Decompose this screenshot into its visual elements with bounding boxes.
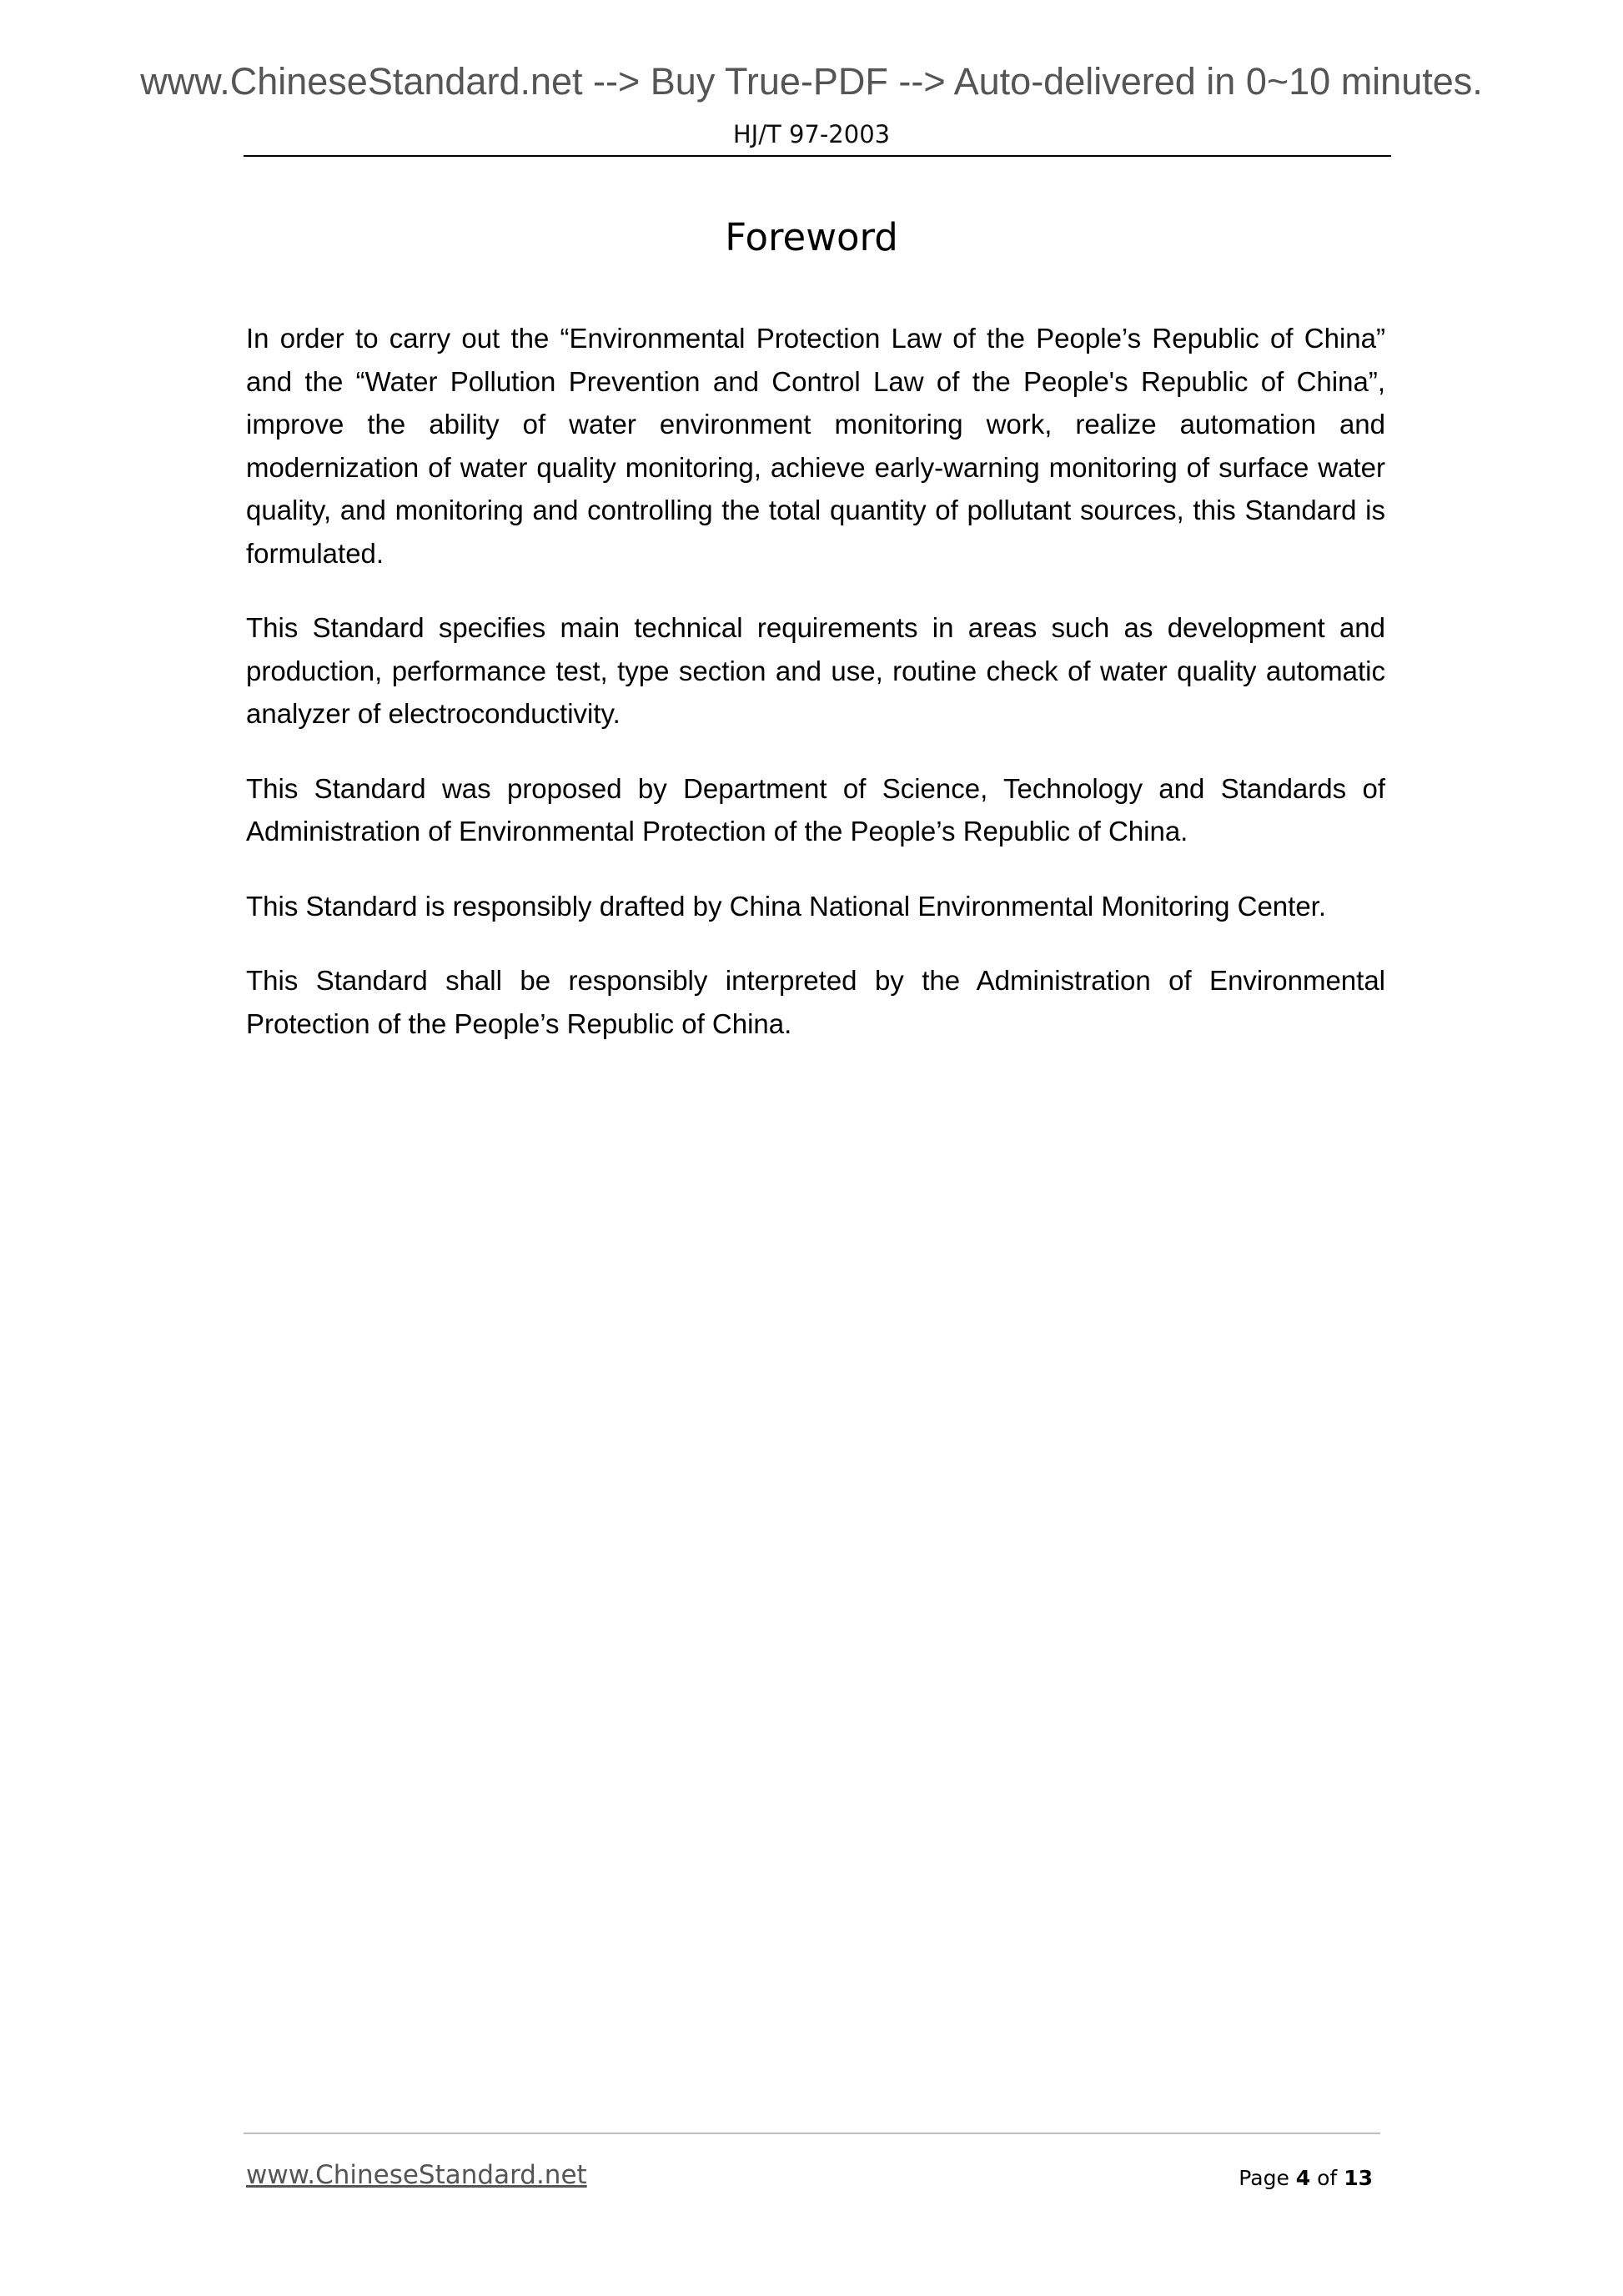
page-title: Foreword: [725, 215, 898, 259]
foreword-body: [246, 317, 1385, 1077]
paragraph-interpreter: This Standard shall be responsibly interpreted by the Administration of Environmental Protection of the People’s Republic of China.: [246, 965, 1385, 1039]
header-banner: www.ChineseStandard.net --> Buy True-PDF --> Auto-delivered in 0~10 minutes.: [140, 60, 1483, 103]
paragraph-purpose: In order to carry out the “Environmental Protection Law of the People’s Republic of China” and the “Water Pollution Prevention and Control Law of the People's Republic of China”, improve the ability of water environment monitoring work, realize automation and modernization of water quality monitoring, achieve early-warning monitoring of surface water quality, and monitoring and controlling the total quantity of pollutant sources, this Standard is formulated.: [246, 323, 1385, 569]
page-of-label: of: [1317, 2166, 1338, 2190]
header-divider: [244, 155, 1391, 157]
paragraph-scope: This Standard specifies main technical requirements in areas such as development and production, performance test, type section and use, routine check of water quality automatic analyzer of electroconductivity.: [246, 612, 1385, 729]
page-label: Page: [1239, 2166, 1289, 2190]
footer-divider: [244, 2133, 1380, 2134]
page-number: [1239, 2166, 1373, 2190]
paragraph-proposer: This Standard was proposed by Department of Science, Technology and Standards of Administration of Environmental Protection of the People’s Republic of China.: [246, 772, 1385, 847]
page-current: 4: [1295, 2166, 1311, 2190]
paragraph-drafter: This Standard is responsibly drafted by China National Environmental Monitoring Center.: [246, 890, 1327, 922]
page-total: 13: [1344, 2166, 1373, 2190]
document-code: HJ/T 97-2003: [732, 120, 891, 148]
footer-website-link[interactable]: www.ChineseStandard.net: [246, 2160, 587, 2190]
